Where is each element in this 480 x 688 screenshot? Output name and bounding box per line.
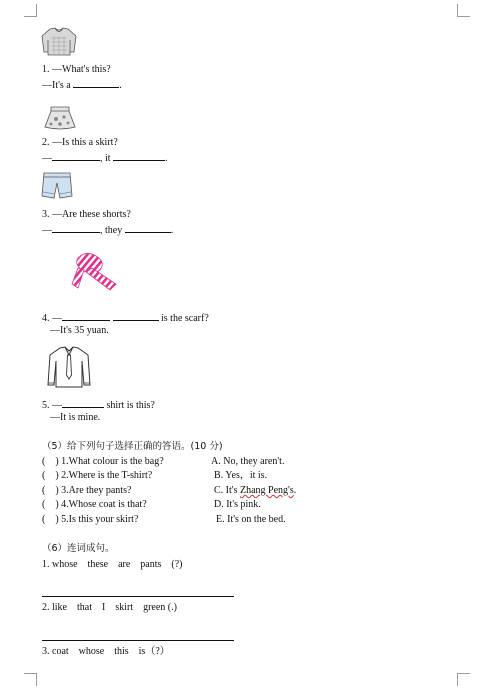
sweater-icon [40,26,78,56]
q1-blank[interactable] [73,78,119,88]
q2-answer: — , it . [42,153,168,164]
s5-question-4: ( ) 4.Whose coat is that? [42,499,147,510]
s5-option-d: D. It's pink. [214,499,261,510]
q3-blank-1[interactable] [52,223,100,233]
crop-mark-bottom-right [457,673,470,686]
s6-answer-line-2[interactable] [42,640,234,641]
s6-item-3: 3. coat whose this is（?） [42,646,170,657]
section5-title: （5）给下列句子选择正确的答语。(10 分) [42,441,223,452]
section6-title: （6）连词成句。 [42,543,115,554]
q5-answer: —It is mine. [50,412,101,423]
skirt-icon [42,105,78,131]
q3-answer: — , they . [42,225,174,236]
shirt-icon [46,345,92,389]
s5-question-1: ( ) 1.What colour is the bag? [42,456,164,467]
q4-answer: —It's 35 yuan. [50,325,109,336]
q4-blank-2[interactable] [113,311,159,321]
q1-answer: —It's a . [42,80,122,91]
s6-item-1: 1. whose these are pants (?) [42,559,183,570]
s6-answer-line-1[interactable] [42,596,234,597]
s5-question-2: ( ) 2.Where is the T-shirt? [42,470,153,481]
s6-item-2: 2. like that I skirt green (.) [42,602,177,613]
s5-option-a: A. No, they aren't. [211,456,285,467]
s5-question-3: ( ) 3.Are they pants? [42,485,132,496]
q2-question: 2. —Is this a skirt? [42,137,118,148]
q3-blank-2[interactable] [125,223,171,233]
crop-mark-top-left [24,4,37,17]
q1-question: 1. —What's this? [42,64,111,75]
s5-option-e: E. It's on the bed. [216,514,286,525]
q4-blank-1[interactable] [62,311,110,321]
crop-mark-bottom-left [24,673,37,686]
s5-option-b: B. Yes，it is. [214,470,268,481]
s5-option-c: C. It's Zhang Peng's. [214,485,297,496]
q2-blank-2[interactable] [113,151,165,161]
shorts-icon [40,170,74,202]
q4-question: 4. — is the scarf? [42,313,209,324]
q2-blank-1[interactable] [52,151,100,161]
q3-question: 3. —Are these shorts? [42,209,131,220]
q5-question: 5. — shirt is this? [42,400,155,411]
q5-blank[interactable] [62,398,104,408]
scarf-icon [70,250,120,292]
s5-question-5: ( ) 5.Is this your skirt? [42,514,139,525]
crop-mark-top-right [457,4,470,17]
